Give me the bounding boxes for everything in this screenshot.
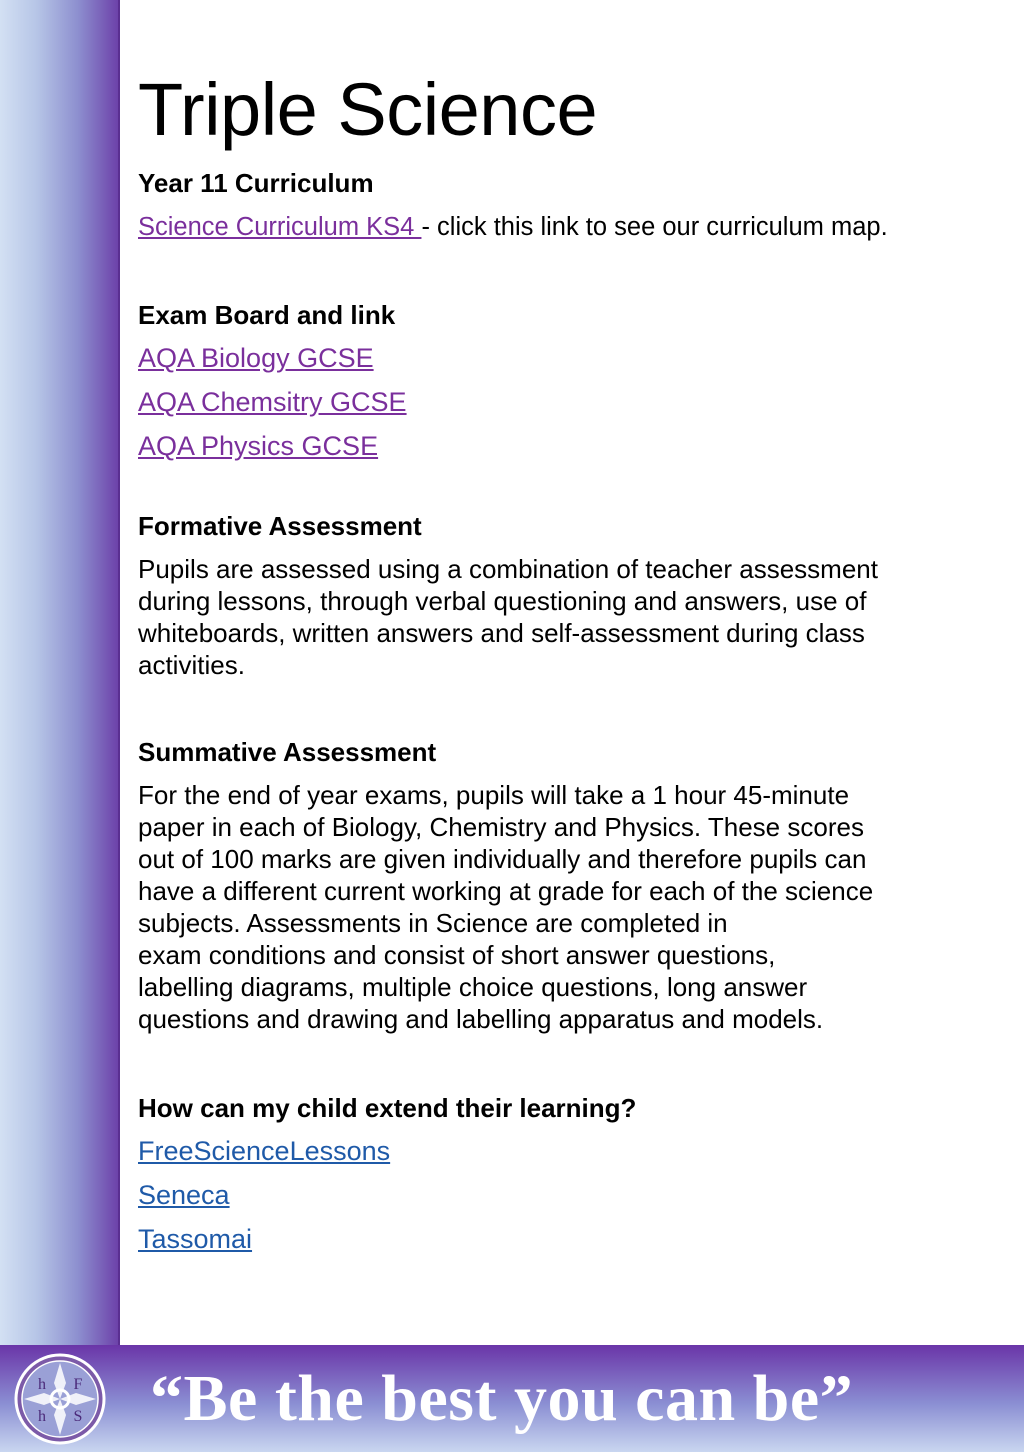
tassomai-link[interactable]: Tassomai: [138, 1224, 253, 1254]
summative-line: For the end of year exams, pupils will take a 1 hour 45-minute: [138, 780, 850, 810]
summative-line: questions and drawing and labelling apparatus and models.: [138, 1004, 824, 1034]
exam-board-section: [138, 300, 1008, 468]
aqa-chemistry-link[interactable]: AQA Chemsitry GCSE: [138, 387, 407, 417]
summative-paragraph: [138, 779, 1008, 1035]
svg-text:F: F: [73, 1376, 83, 1393]
extend-heading: How can my child extend their learning?: [138, 1093, 637, 1123]
summative-line: subjects. Assessments in Science are completed in: [138, 908, 728, 938]
exam-board-heading: Exam Board and link: [138, 300, 396, 330]
curriculum-line: [138, 211, 1008, 243]
summative-section: [138, 737, 1008, 1035]
footer-banner: [0, 1345, 1024, 1452]
formative-heading: Formative Assessment: [138, 511, 422, 541]
summative-line: paper in each of Biology, Chemistry and Physics. These scores: [138, 812, 864, 842]
aqa-physics-link[interactable]: AQA Physics GCSE: [138, 431, 379, 461]
svg-text:S: S: [73, 1408, 83, 1425]
school-motto: “Be the best you can be”: [150, 1362, 854, 1435]
formative-line: Pupils are assessed using a combination of teacher assessment: [138, 554, 878, 584]
exam-board-links: [138, 336, 1008, 468]
curriculum-link-suffix: - click this link to see our curriculum map.: [421, 213, 888, 241]
svg-text:h: h: [38, 1408, 46, 1425]
extend-links: [138, 1129, 1008, 1261]
formative-paragraph: [138, 553, 1008, 681]
summative-line: exam conditions and consist of short answer questions,: [138, 940, 776, 970]
side-decorative-bar: [0, 0, 120, 1345]
curriculum-heading: Year 11 Curriculum: [138, 168, 374, 198]
svg-text:h: h: [38, 1376, 46, 1393]
main-content: [138, 64, 1008, 1261]
summative-line: out of 100 marks are given individually and therefore pupils can: [138, 844, 867, 874]
extend-section: [138, 1093, 1008, 1261]
school-crest-icon: [14, 1353, 106, 1445]
summative-heading: Summative Assessment: [138, 737, 437, 767]
aqa-biology-link[interactable]: AQA Biology GCSE: [138, 343, 374, 373]
formative-section: [138, 511, 1008, 681]
formative-line: during lessons, through verbal questioning and answers, use of: [138, 586, 867, 616]
summative-line: labelling diagrams, multiple choice questions, long answer: [138, 972, 808, 1002]
formative-line: whiteboards, written answers and self-assessment during class: [138, 618, 865, 648]
summative-line: have a different current working at grade for each of the science: [138, 876, 874, 906]
formative-line: activities.: [138, 650, 245, 680]
curriculum-section: [138, 168, 1008, 243]
freesciencelessons-link[interactable]: FreeScienceLessons: [138, 1136, 391, 1166]
curriculum-map-link[interactable]: Science Curriculum KS4: [138, 213, 422, 241]
seneca-link[interactable]: Seneca: [138, 1180, 230, 1210]
page-title: Triple Science: [138, 68, 598, 151]
